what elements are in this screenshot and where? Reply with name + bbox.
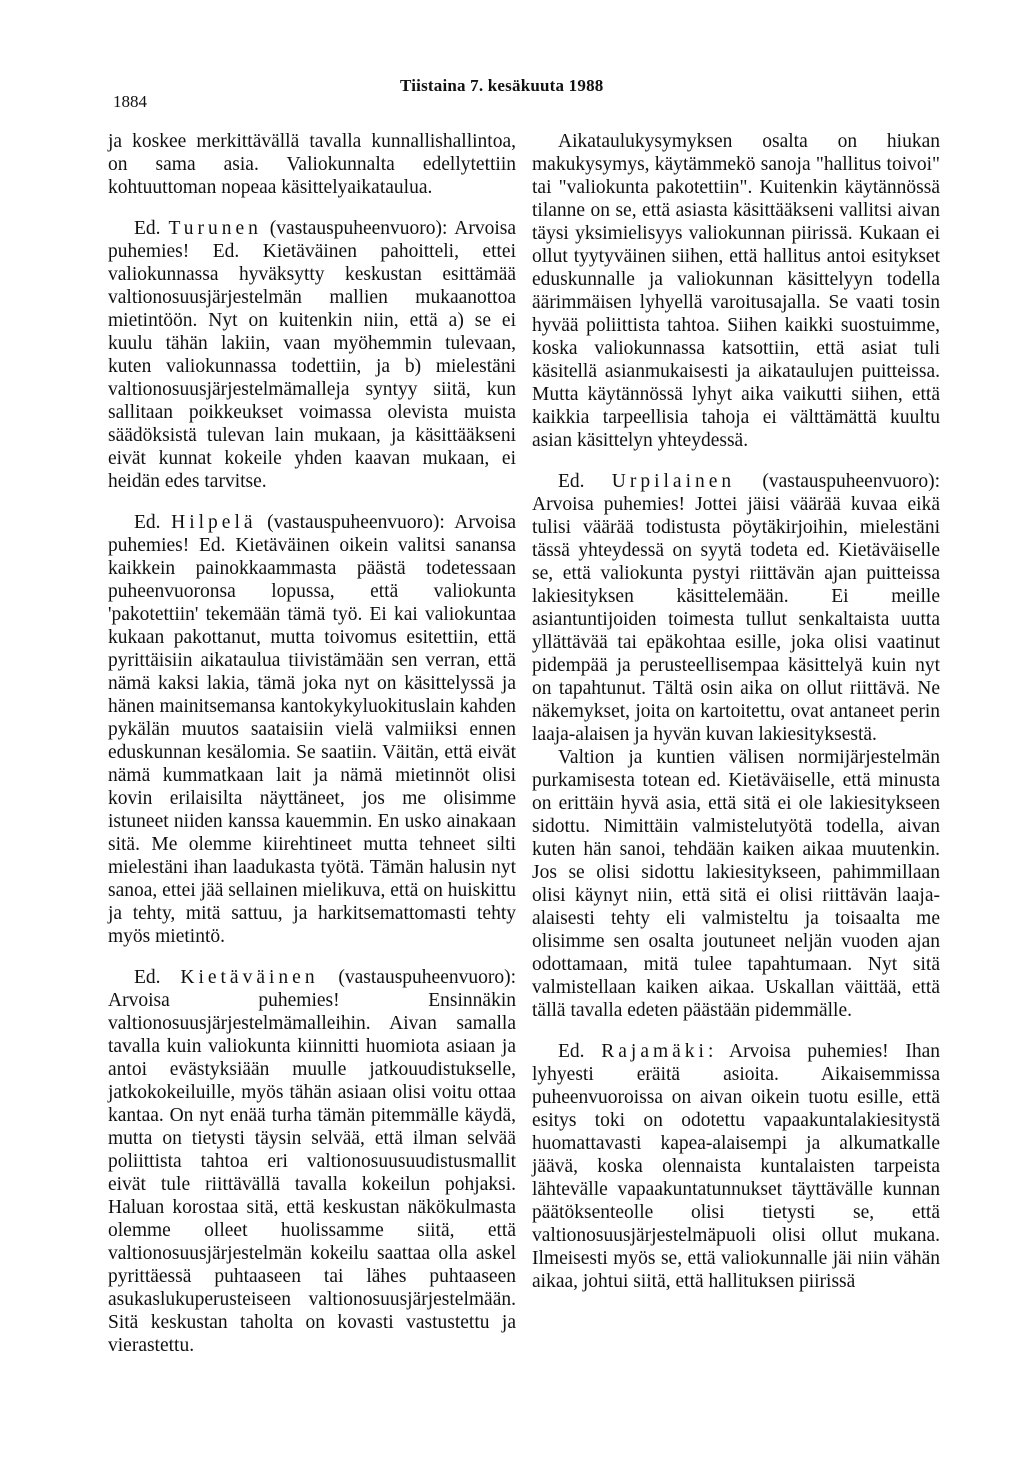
speech-text: (vastauspuheenvuoro): Arvoisa puhemies! Ed. Kietäväinen oikein valitsi sanansa kaikkein painokkaammasta päästä todetessaan puheenvuoronsa lopussa, että valiokunta 'pakotettiin' tekemään tämä työ. Ei kai valiokuntaa kukaan pakottanut, mutta toivomus esitettiin, että pyrittäisiin aikataulua tiivistämään sen verran, että nämä kaksi lakia, tämä joka nyt on käsittelyssä ja hänen mainitsemansa kantokykyluokituslain kahden pykälän muutos saataisiin vielä valmiiksi ennen eduskunnan kesälomia. Se saatiin. Väitän, että eivät nämä kummatkaan lait ja nämä mietinnöt olisi kovin erilaisilta näyttäneet, jos me olisimme istuneet niiden kanssa kauemmin. En usko ainakaan sitä. Me olemme kiirehtineet mutta tehneet silti mielestäni ihan laadukasta työtä. Tämän halusin nyt sanoa, ettei jää sellainen mielikuva, että on huiskittu ja tehty, mitä sattuu, ja harkitsemattomasti tehty myös mietintö. (108, 512, 517, 947)
speaker-name: Hilpelä (171, 512, 257, 533)
speaker-prefix: Ed. (134, 512, 161, 533)
paragraph: Valtion ja kuntien välisen normijärjestelmän purkamisesta totean ed. Kietäväiselle, että minusta on erittäin hyvä asia, että sitä ei ole lakiesitykseen sidottu. Nimittäin valmistelutyötä todella, aivan kuten hän sanoi, tehdään kaiken aikaa muutenkin. Jos se olisi sidottu lakiesitykseen, pahimmillaan olisi käynyt niin, että sitä ei olisi riittävän laaja-alaisesti tehty eli valmisteltu ja toisaalta me olisimme sen osalta joutuneet neljän vuoden ajan odottamaan, mitä tulee tapahtumaan. Nyt sitä valmistellaan kaiken aikaa. Uskallan väittää, että tällä tavalla edeten päästään pidemmälle. (532, 747, 940, 1021)
speaker-prefix: Ed. (558, 471, 585, 492)
speech-text: (vastauspuheenvuoro): Arvoisa puhemies! Ensinnäkin valtionosuusjärjestelmämalleihin. Aivan samalla tavalla kuin valiokunta kiinnitti huomiota asiaan ja antoi evästyksiään muulle jatkouudistukselle, jatkokokeiluille, myös tähän asiaan olisi voitu ottaa kantaa. On nyt enää turha tämän pitemmälle käydä, mutta on tietysti täysin selvää, että ilman selvää poliittista tahtoa eri valtionosuusuudistusmallit eivät tule riittävällä tavalla kokeilun pohjaksi. Haluan korostaa sitä, että keskustan näkökulmasta olemme olleet huolissamme siitä, että valtionosuusjärjestelmän kokeilu saattaa olla askel pyrittäessä puhtaaseen tai lähes puhtaaseen asukaslukuperusteiseen valtionosuusjärjestelmään. Sitä keskustan taholta on kovasti vastustettu ja vierastettu. (108, 967, 517, 1356)
speaker-name: Rajamäki (601, 1041, 708, 1062)
speaker-prefix: Ed. (558, 1041, 585, 1062)
speech-hilpela (108, 511, 516, 948)
paragraph: Aikataulukysymyksen osalta on hiukan makukysymys, käytämmekö sanoja "hallitus toivoi" tai "valiokunta pakotettiin". Kuitenkin käytännössä tilanne on se, että asiasta käsittääkseni vallitsi aivan täysi yksimielisyys valiokunnan piirissä. Kukaan ei ollut tyytyväinen siihen, että hallitus antoi esitykset eduskunnalle ja valiokunnan käsittelyyn todella äärimmäisen lyhyellä varoitusajalla. Se vaati tosin hyvää poliittista tahtoa. Siihen kaikki suostuimme, koska valiokunnassa katsottiin, että asiat tuli käsitellä asianmukaisesti ja aikataulujen puitteissa. Mutta käytännössä lyhyt aika vaikutti siihen, että kaikkia tarpeellisia tahoja ei välttämättä kuultu asian käsittelyn yhteydessä. (532, 131, 940, 451)
speech-text: (vastauspuheenvuoro): Arvoisa puhemies! Jottei jäisi väärää kuvaa eikä tulisi väärää todistusta pöytäkirjoihin, mielestäni tässä yhteydessä on syytä todeta ed. Kietäväiselle se, että valiokunta pystyi riittävän ajan puitteissa lakiesityksen käsittelemään. Ei meille asiantuntijoiden toimesta tullut senkaltaista uutta yllättävää tai epäkohtaa esille, joka olisi vaatinut pidempää ja perusteellisempaa käsittelyä kuin nyt on tapahtunut. Tältä osin aika on ollut riittävä. Ne näkemykset, joita on kartoitettu, ovat antaneet perin laaja-alaisen ja hyvän kuvan lakiesityksestä. (532, 471, 940, 745)
speech-text: (vastauspuheenvuoro): Arvoisa puhemies! Ed. Kietäväinen pahoitteli, ettei valiokunnassa hyväksytty keskustan esittämää valtionosuusjärjestelmän mallien mukaanottoa mietintöön. Nyt on kuitenkin niin, että a) se ei kuulu tähän lakiin, vaan myöhemmin tulevaan, kuten valiokunnassa todettiin, ja b) mielestäni valtionosuusjärjestelmämalleja syntyy siitä, kun sallitaan poikkeukset voimassa olevista muista säädöksistä tulevan lain mukaan, ja käsittääkseni eivät kunnat kokeile yhden kaavan mukaan, ei heidän edes tarvitse. (108, 218, 517, 492)
speech-kietavainen (108, 966, 516, 1357)
speech-rajamaki (532, 1040, 940, 1293)
speech-text: : Arvoisa puhemies! Ihan lyhyesti eräitä asioita. Aikaisemmissa puheenvuoroissa on aivan oikein tuotu esille, että esitys toki on odotettu vapaakuntalakiesitystä huomattavasti kapea-alaisempi ja alkumatkalle jäävä, koska olennaista kuntalaisten tarpeista lähtevälle vapaakuntatunnukset täyttävälle kunnan päätöksenteolle olisi tietysti se, että valtionosuusjärjestelmäpuoli olisi ollut mukana. Ilmeisesti myös se, että valiokunnalle jäi niin vähän aikaa, johtui siitä, että hallituksen piirissä (532, 1041, 940, 1292)
running-head: Tiistaina 7. kesäkuuta 1988 (400, 76, 604, 95)
right-column (532, 130, 940, 1293)
speech-urpilainen (532, 470, 940, 746)
speaker-name: Turunen (168, 218, 262, 239)
speaker-name: Kietäväinen (180, 967, 319, 988)
speech-turunen (108, 217, 516, 493)
page-number: 1884 (113, 92, 147, 111)
left-column (108, 130, 516, 1357)
speaker-name: Urpilainen (611, 471, 736, 492)
speaker-prefix: Ed. (134, 967, 161, 988)
speaker-prefix: Ed. (134, 218, 161, 239)
paragraph: ja koskee merkittävällä tavalla kunnallishallintoa, on sama asia. Valiokunnalta edellytettiin kohtuuttoman nopeaa käsittelyaikataulua. (108, 131, 516, 198)
